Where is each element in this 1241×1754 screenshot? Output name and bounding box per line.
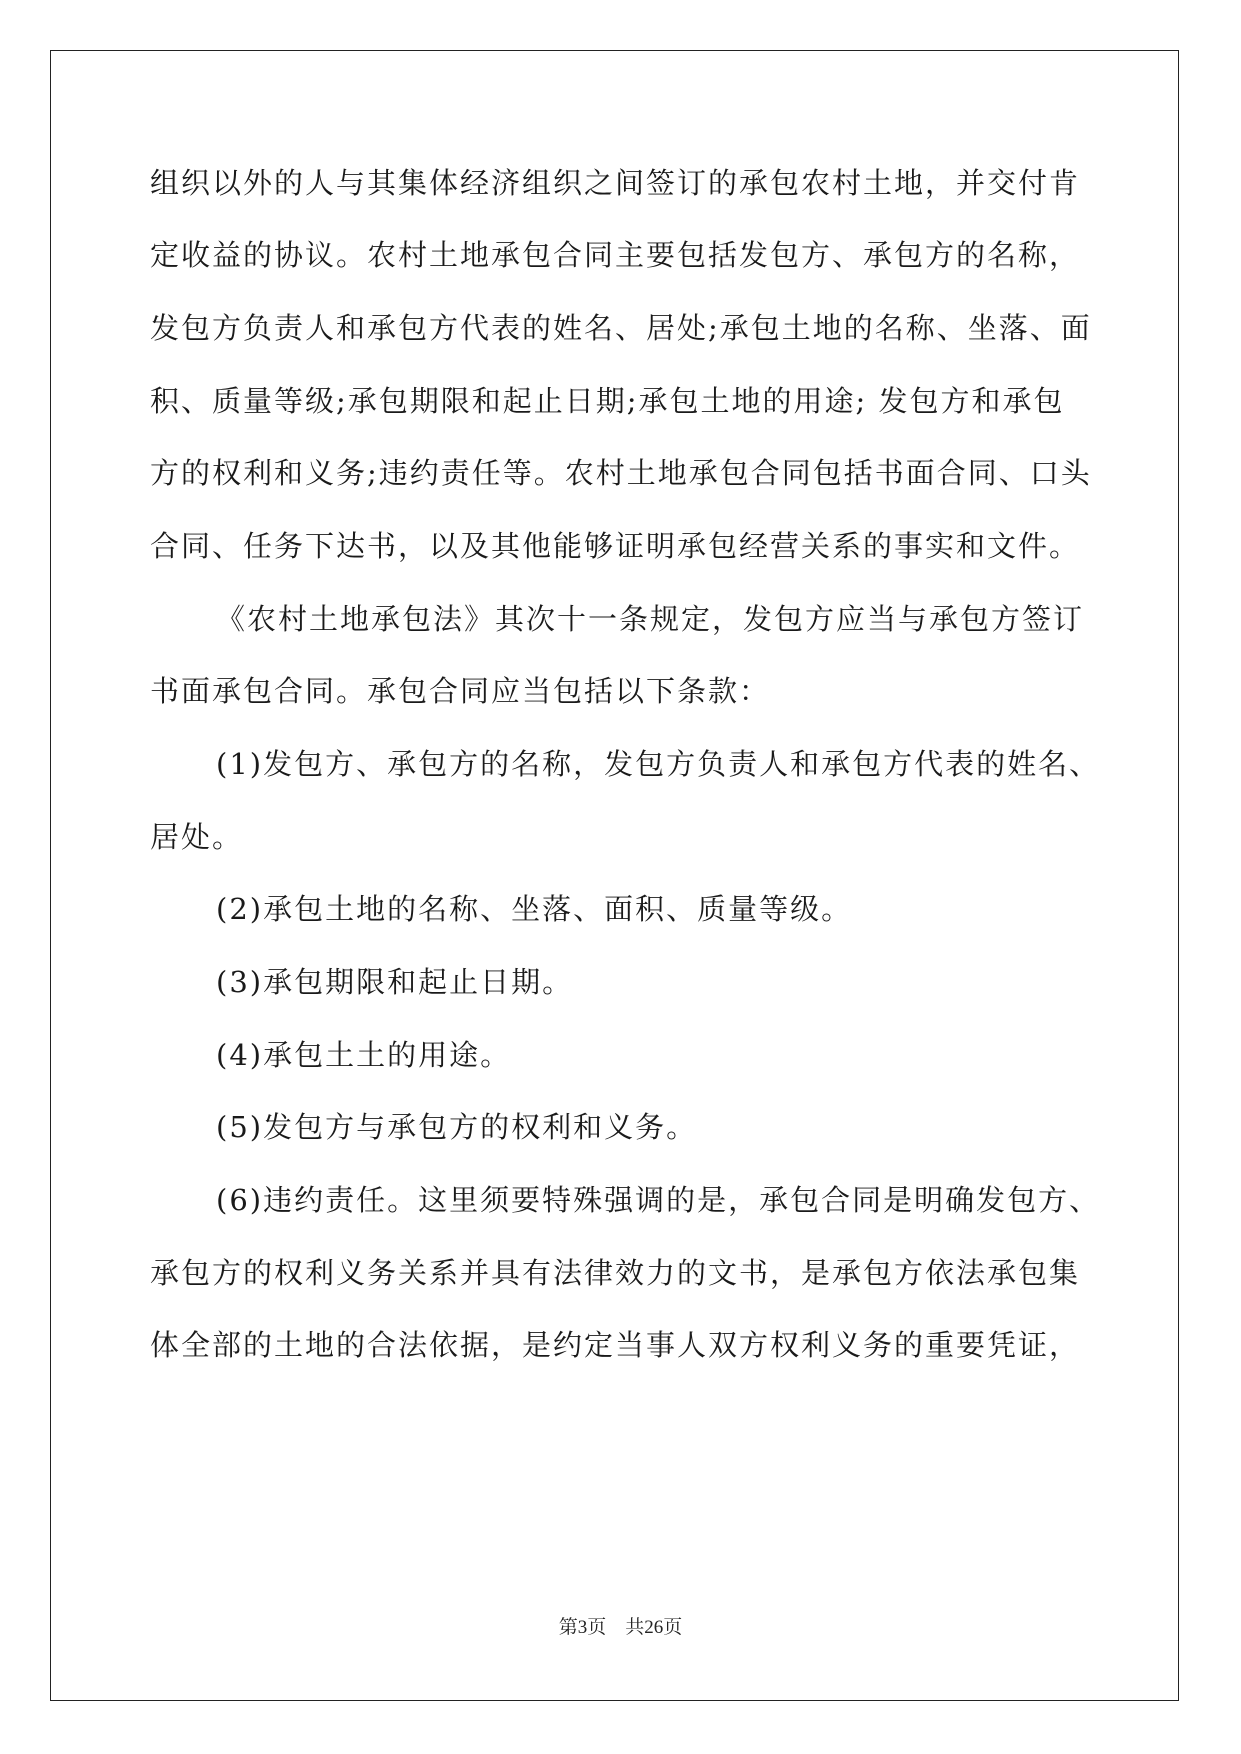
text-line: 承包方的权利义务关系并具有法律效力的文书，是承包方依法承包集: [150, 1256, 1081, 1290]
page-border: [50, 50, 1179, 1701]
text-line: 居处。: [150, 820, 244, 854]
text-line: 方的权利和义务;违约责任等。农村土地承包合同包括书面合同、口头: [150, 456, 1092, 490]
clause-line: (6)违约责任。这里须要特殊强调的是，承包合同是明确发包方、: [216, 1183, 1101, 1217]
text-line: 体全部的土地的合法依据，是约定当事人双方权利义务的重要凭证，: [150, 1328, 1081, 1362]
text-line: 积、质量等级;承包期限和起止日期;承包土地的用途; 发包方和承包: [150, 384, 1065, 418]
clause-line: (3)承包期限和起止日期。: [216, 965, 574, 999]
page-total: 共26页: [625, 1617, 683, 1638]
paragraph-start-line: 《农村土地承包法》其次十一条规定，发包方应当与承包方签订: [216, 602, 1085, 636]
page-number: 第3页: [558, 1617, 607, 1638]
clause-line: (1)发包方、承包方的名称，发包方负责人和承包方代表的姓名、: [216, 747, 1101, 781]
clause-line: (4)承包土土的用途。: [216, 1038, 512, 1072]
clause-line: (2)承包土地的名称、坐落、面积、质量等级。: [216, 892, 853, 926]
text-line: 组织以外的人与其集体经济组织之间签订的承包农村土地，并交付肯: [150, 166, 1081, 200]
text-line: 合同、任务下达书，以及其他能够证明承包经营关系的事实和文件。: [150, 529, 1081, 563]
text-line: 发包方负责人和承包方代表的姓名、居处;承包土地的名称、坐落、面: [150, 311, 1092, 345]
text-line: 书面承包合同。承包合同应当包括以下条款：: [150, 674, 771, 708]
clause-line: (5)发包方与承包方的权利和义务。: [216, 1110, 698, 1144]
text-line: 定收益的协议。农村土地承包合同主要包括发包方、承包方的名称，: [150, 238, 1081, 272]
page-footer: [0, 1612, 1241, 1639]
